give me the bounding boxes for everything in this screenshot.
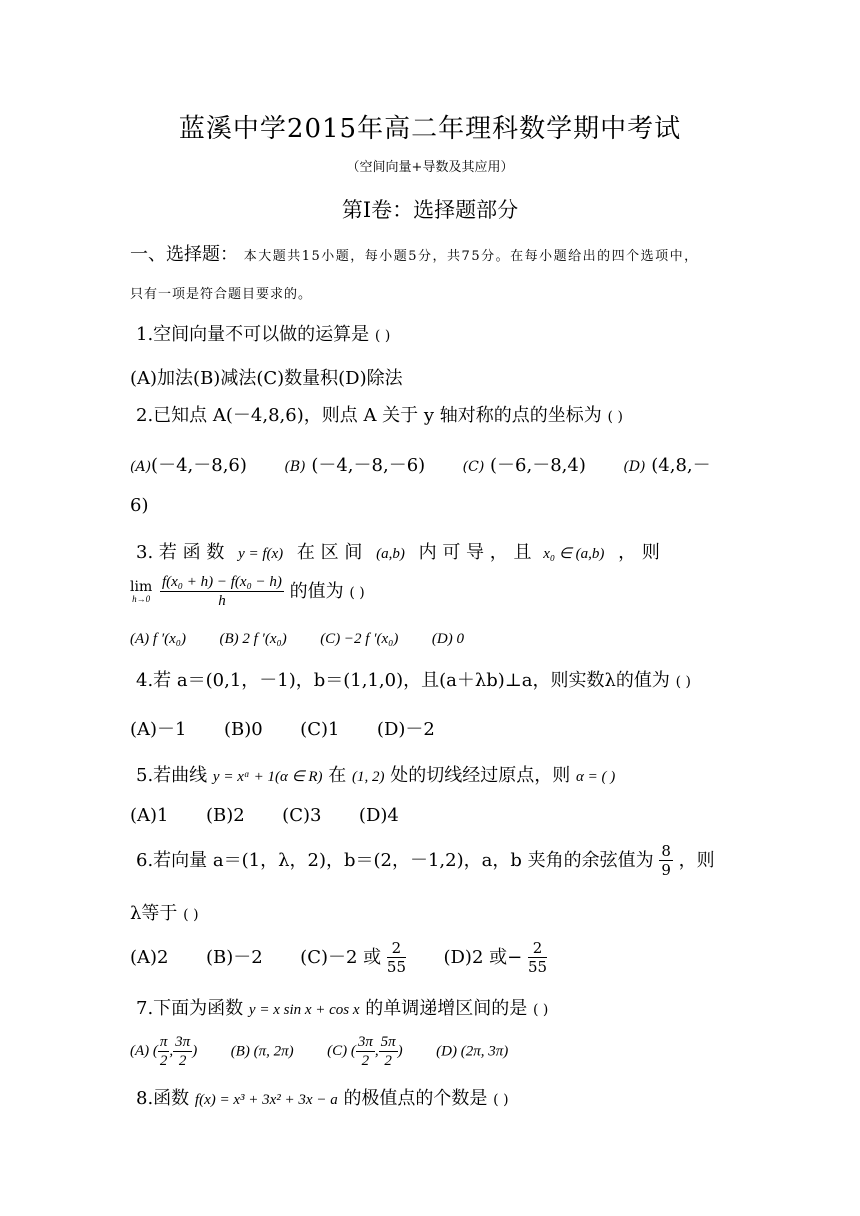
- limit-operator: lim h→0: [130, 579, 153, 604]
- question-8-text-a: 8.函数: [136, 1088, 190, 1109]
- question-6-text-end: ，则: [678, 850, 715, 871]
- question-3-text-d: ， 则: [618, 542, 660, 563]
- question-8-text-b: 的极值点的个数是: [343, 1088, 488, 1109]
- question-5-point: (1, 2): [352, 769, 385, 785]
- option-d: (D)4: [358, 805, 399, 826]
- answer-blank: ( ): [349, 585, 365, 601]
- answer-blank: ( ): [374, 328, 391, 344]
- question-8-function: f(x) = x³ + 3x² + 3x − a: [194, 1092, 338, 1108]
- page-title: 蓝溪中学2015年高二年理科数学期中考试: [178, 114, 682, 144]
- question-5-curve: y = xᵅ + 1(α ∈ R): [212, 769, 323, 785]
- question-5-text-a: 5.若曲线: [136, 765, 208, 786]
- option-d: (D)2 或− $\frac{2}{55}$: [443, 939, 548, 976]
- question-8: [136, 1084, 509, 1110]
- instructions-line-2: 只有一项是符合题目要求的。: [130, 287, 313, 302]
- question-7-options: [130, 1034, 508, 1070]
- question-2-text: 2.已知点 A(－4,8,6)，则点 A 关于 y 轴对称的点的坐标为: [136, 405, 602, 426]
- question-5-text-b: 在: [328, 765, 347, 786]
- question-3-options: [130, 631, 464, 648]
- answer-blank: ( ): [493, 1092, 509, 1108]
- question-3-condition: x₀ ∈ (a,b): [543, 546, 605, 562]
- option-a: (A) ( $\frac{\pi}{2}$ , $\frac{3\pi}{2}$ ): [130, 1034, 201, 1069]
- option-c: (C)－2 或 $\frac{2}{55}$: [300, 939, 406, 976]
- question-5-alpha-blank: α = ( ): [576, 769, 616, 785]
- question-6-line-2-text: λ等于: [130, 903, 178, 924]
- question-7-text-a: 7.下面为函数: [136, 998, 244, 1019]
- option-a: (A)－1: [130, 719, 187, 740]
- instructions-heading: 一、选择题：: [130, 244, 238, 265]
- question-1: [136, 320, 390, 346]
- instructions-text: 本大题共15小题，每小题5分，共75分。在每小题给出的四个选项中，: [243, 249, 699, 264]
- option-c: (C)3: [282, 805, 322, 826]
- option-d: (D) (2π, 3π): [436, 1043, 509, 1060]
- question-1-options: (A)加法(B)减法(C)数量积(D)除法: [130, 368, 403, 389]
- question-2-options: [130, 451, 711, 477]
- option-d: (D) 0: [431, 631, 464, 647]
- question-6-line-2: [130, 899, 199, 925]
- question-6-line-1: [136, 843, 715, 879]
- question-3-function: y = f(x): [238, 546, 284, 562]
- question-3-text-a: 3. 若 函 数: [136, 542, 225, 563]
- option-a: (A)1: [130, 805, 169, 826]
- option-b: (B)－2: [205, 947, 263, 968]
- option-a-value: (－4,－8,6): [151, 455, 247, 476]
- question-3-text-b: 在 区 间: [296, 542, 363, 563]
- option-b: (B) (π, 2π): [230, 1043, 294, 1060]
- option-b-value: (－4,－8,－6): [311, 455, 426, 476]
- option-b-label: (B): [284, 459, 306, 475]
- question-4: [136, 666, 691, 692]
- question-6-text: 6.若向量 a＝(1，λ，2)，b＝(2，－1,2)，a，b 夹角的余弦值为: [136, 850, 654, 871]
- question-1-text: 1.空间向量不可以做的运算是: [136, 324, 370, 345]
- option-d-value: (4,8,－: [651, 455, 711, 476]
- instructions-line-1: [130, 240, 699, 266]
- question-7: [136, 994, 548, 1020]
- cosine-fraction: $\frac{8}{9}$: [661, 842, 671, 879]
- option-c: (C) ( $\frac{3\pi}{2}$ , $\frac{5\pi}{2}$ ): [327, 1034, 407, 1069]
- question-4-options: [130, 715, 435, 741]
- section-heading: 第Ⅰ卷：选择题部分: [341, 198, 519, 222]
- question-3-line-1: [136, 538, 660, 564]
- option-b: (B) 2 f ′(x₀): [219, 631, 287, 647]
- option-a-label: (A): [130, 459, 152, 475]
- question-7-text-b: 的单调递增区间的是: [365, 998, 528, 1019]
- option-c-label: (C): [462, 459, 485, 475]
- page-subtitle: （空间向量+导数及其应用）: [346, 160, 514, 175]
- question-3-text-e: 的值为: [289, 581, 344, 602]
- option-c: (C) −2 f ′(x₀): [320, 631, 399, 647]
- answer-blank: ( ): [533, 1002, 549, 1018]
- limit-fraction: $\frac{\text{f(x₀ + h) − f(x₀ − h)}}{h}$: [161, 574, 282, 609]
- question-3-text-c: 内 可 导 ， 且: [418, 542, 532, 563]
- question-6-options: [130, 940, 547, 976]
- question-2-option-d-continued: 6): [130, 495, 149, 516]
- question-2: [136, 401, 623, 427]
- option-c: (C)1: [300, 719, 340, 740]
- option-d: (D)－2: [376, 719, 435, 740]
- answer-blank: ( ): [607, 409, 623, 425]
- option-b: (B)0: [223, 719, 263, 740]
- question-5-options: [130, 805, 399, 826]
- option-a: (A)2: [130, 947, 169, 968]
- answer-blank: ( ): [675, 674, 691, 690]
- option-b: (B)2: [205, 805, 245, 826]
- question-3-line-2: [130, 574, 365, 610]
- question-5: [136, 761, 615, 787]
- option-d-label: (D): [623, 459, 646, 475]
- question-7-function: y = x sin x + cos x: [248, 1002, 360, 1018]
- option-c-value: (－6,－8,4): [490, 455, 586, 476]
- question-3-interval: (a,b): [376, 546, 405, 562]
- question-5-text-c: 处的切线经过原点，则: [390, 765, 571, 786]
- question-4-text: 4.若 a＝(0,1，－1)，b＝(1,1,0)，且(a＋λb)⊥a，则实数λ的值为: [136, 670, 670, 691]
- answer-blank: ( ): [183, 907, 199, 923]
- option-a: (A) f ′(x₀): [130, 631, 186, 647]
